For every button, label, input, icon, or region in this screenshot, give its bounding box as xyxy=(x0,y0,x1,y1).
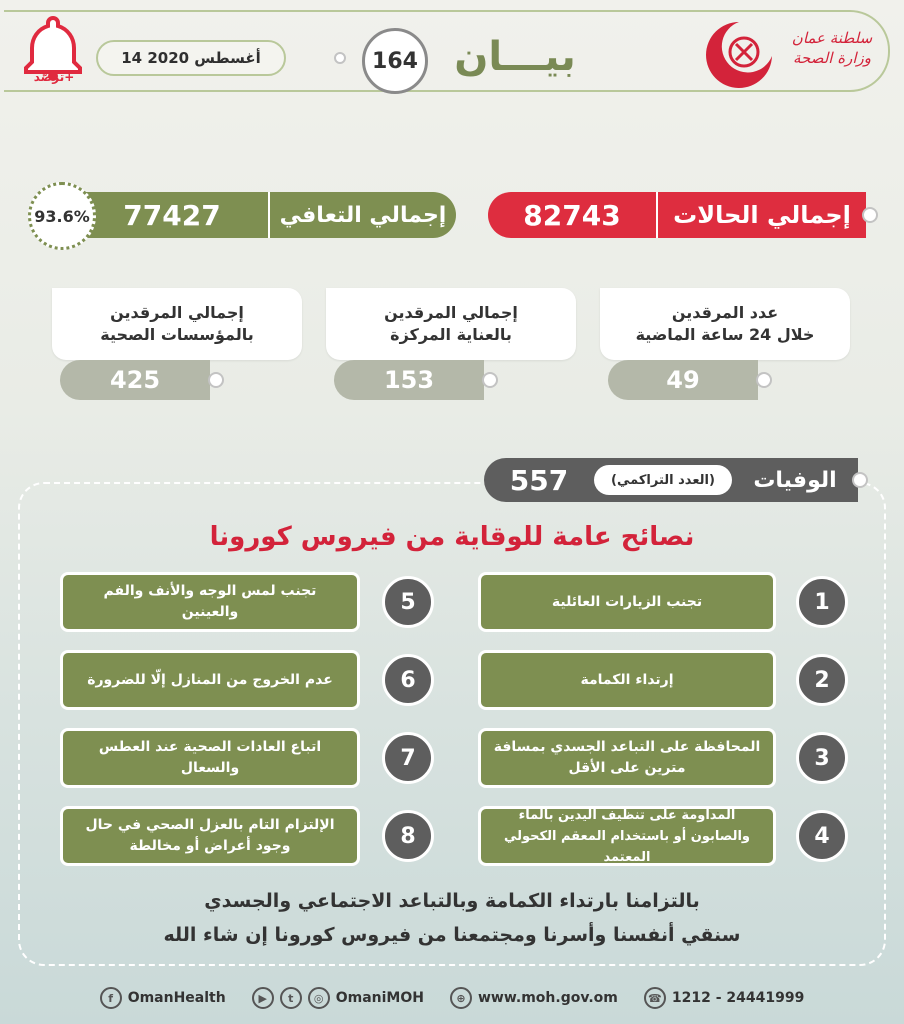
facebook-handle[interactable]: OmanHealth xyxy=(127,990,226,1006)
recovered-label: إجمالي التعافي xyxy=(268,192,456,238)
tip-number-6: 6 xyxy=(382,654,434,706)
footer xyxy=(0,978,904,1018)
tip-number-1: 1 xyxy=(796,576,848,628)
card-line1: إجمالي المرقدين xyxy=(110,303,244,322)
footer-social[interactable] xyxy=(252,987,424,1009)
tip-5: تجنب لمس الوجه والأنف والفم والعينين xyxy=(60,572,360,632)
deaths-bar xyxy=(484,458,858,502)
phone-number[interactable]: 1212 - 24441999 xyxy=(671,990,805,1006)
globe-icon: ⊕ xyxy=(450,987,472,1009)
closing-line2: سنقي أنفسنا وأسرنا ومجتمعنا من فيروس كورونا إن شاء الله xyxy=(163,924,741,946)
facebook-icon: f xyxy=(100,987,122,1009)
tip-3: المحافظة على التباعد الجسدي بمسافة مترين على الأقل xyxy=(478,728,776,788)
tip-number-5: 5 xyxy=(382,576,434,628)
tip-number-7: 7 xyxy=(382,732,434,784)
deaths-sub: (العدد التراكمي) xyxy=(594,465,732,495)
twitter-icon: t xyxy=(280,987,302,1009)
card-line1: إجمالي المرقدين xyxy=(384,303,518,322)
bell-caption: ترصّد+ xyxy=(33,70,75,84)
advice-title: نصائح عامة للوقاية من فيروس كورونا xyxy=(209,522,695,552)
hospitalized-card-icu xyxy=(326,288,576,360)
phone-icon: ☎ xyxy=(644,987,666,1009)
hospitalized-card-total xyxy=(52,288,302,360)
youtube-icon: ▶ xyxy=(252,987,274,1009)
closing-message xyxy=(130,884,774,952)
tip-8: الإلتزام التام بالعزل الصحي في حال وجود أعراض أو مخالطة xyxy=(60,806,360,866)
website-link[interactable]: www.moh.gov.om xyxy=(477,990,618,1006)
footer-website[interactable] xyxy=(450,987,618,1009)
hospitalized-value-24h: 49 xyxy=(608,360,758,400)
footer-facebook[interactable] xyxy=(100,987,226,1009)
tip-number-8: 8 xyxy=(382,810,434,862)
recovery-bar xyxy=(76,192,456,238)
tip-4: المداومة على تنظيف اليدين بالماء والصابون أو باستخدام المعقم الكحولي المعتمد xyxy=(478,806,776,866)
cases-label: إجمالي الحالات xyxy=(656,192,866,238)
card-dot xyxy=(482,372,498,388)
tip-number-2: 2 xyxy=(796,654,848,706)
ministry-logo-icon xyxy=(700,16,778,94)
cases-dot xyxy=(862,207,878,223)
date-pill: 14 أغسطس 2020 xyxy=(96,40,286,76)
total-cases-bar xyxy=(488,192,866,238)
card-line2: خلال 24 ساعة الماضية xyxy=(635,325,815,344)
card-line2: بالعناية المركزة xyxy=(390,325,512,344)
ministry-name xyxy=(778,28,886,68)
card-line2: بالمؤسسات الصحية xyxy=(100,325,254,344)
instagram-icon: ◎ xyxy=(308,987,330,1009)
tip-7: اتباع العادات الصحية عند العطس والسعال xyxy=(60,728,360,788)
tip-6: عدم الخروج من المنازل إلّا للضرورة xyxy=(60,650,360,710)
closing-line1: بالتزامنا بارتداء الكمامة وبالتباعد الاجتماعي والجسدي xyxy=(204,890,700,912)
social-handle[interactable]: OmaniMOH xyxy=(335,990,424,1006)
statement-number: 164 xyxy=(362,28,428,94)
ministry-line2: وزارة الصحة xyxy=(793,49,871,67)
hospitalized-card-24h xyxy=(600,288,850,360)
tip-1: تجنب الزيارات العائلية xyxy=(478,572,776,632)
date-connector-dot xyxy=(334,52,346,64)
tip-number-3: 3 xyxy=(796,732,848,784)
deaths-dot xyxy=(852,472,868,488)
cases-value: 82743 xyxy=(523,198,621,232)
card-dot xyxy=(208,372,224,388)
deaths-value: 557 xyxy=(509,463,569,497)
tip-number-4: 4 xyxy=(796,810,848,862)
tip-2: إرتداء الكمامة xyxy=(478,650,776,710)
recovery-percent: 93.6% xyxy=(28,182,96,250)
footer-phone[interactable] xyxy=(644,987,804,1009)
hospitalized-value-total: 425 xyxy=(60,360,210,400)
ministry-line1: سلطنة عمان xyxy=(791,29,873,47)
card-line1: عدد المرقدين xyxy=(671,303,779,322)
page-title: بيـــان xyxy=(454,34,576,80)
recovered-value: 77427 xyxy=(123,198,221,232)
hospitalized-value-icu: 153 xyxy=(334,360,484,400)
deaths-label: الوفيات xyxy=(753,467,837,493)
card-dot xyxy=(756,372,772,388)
